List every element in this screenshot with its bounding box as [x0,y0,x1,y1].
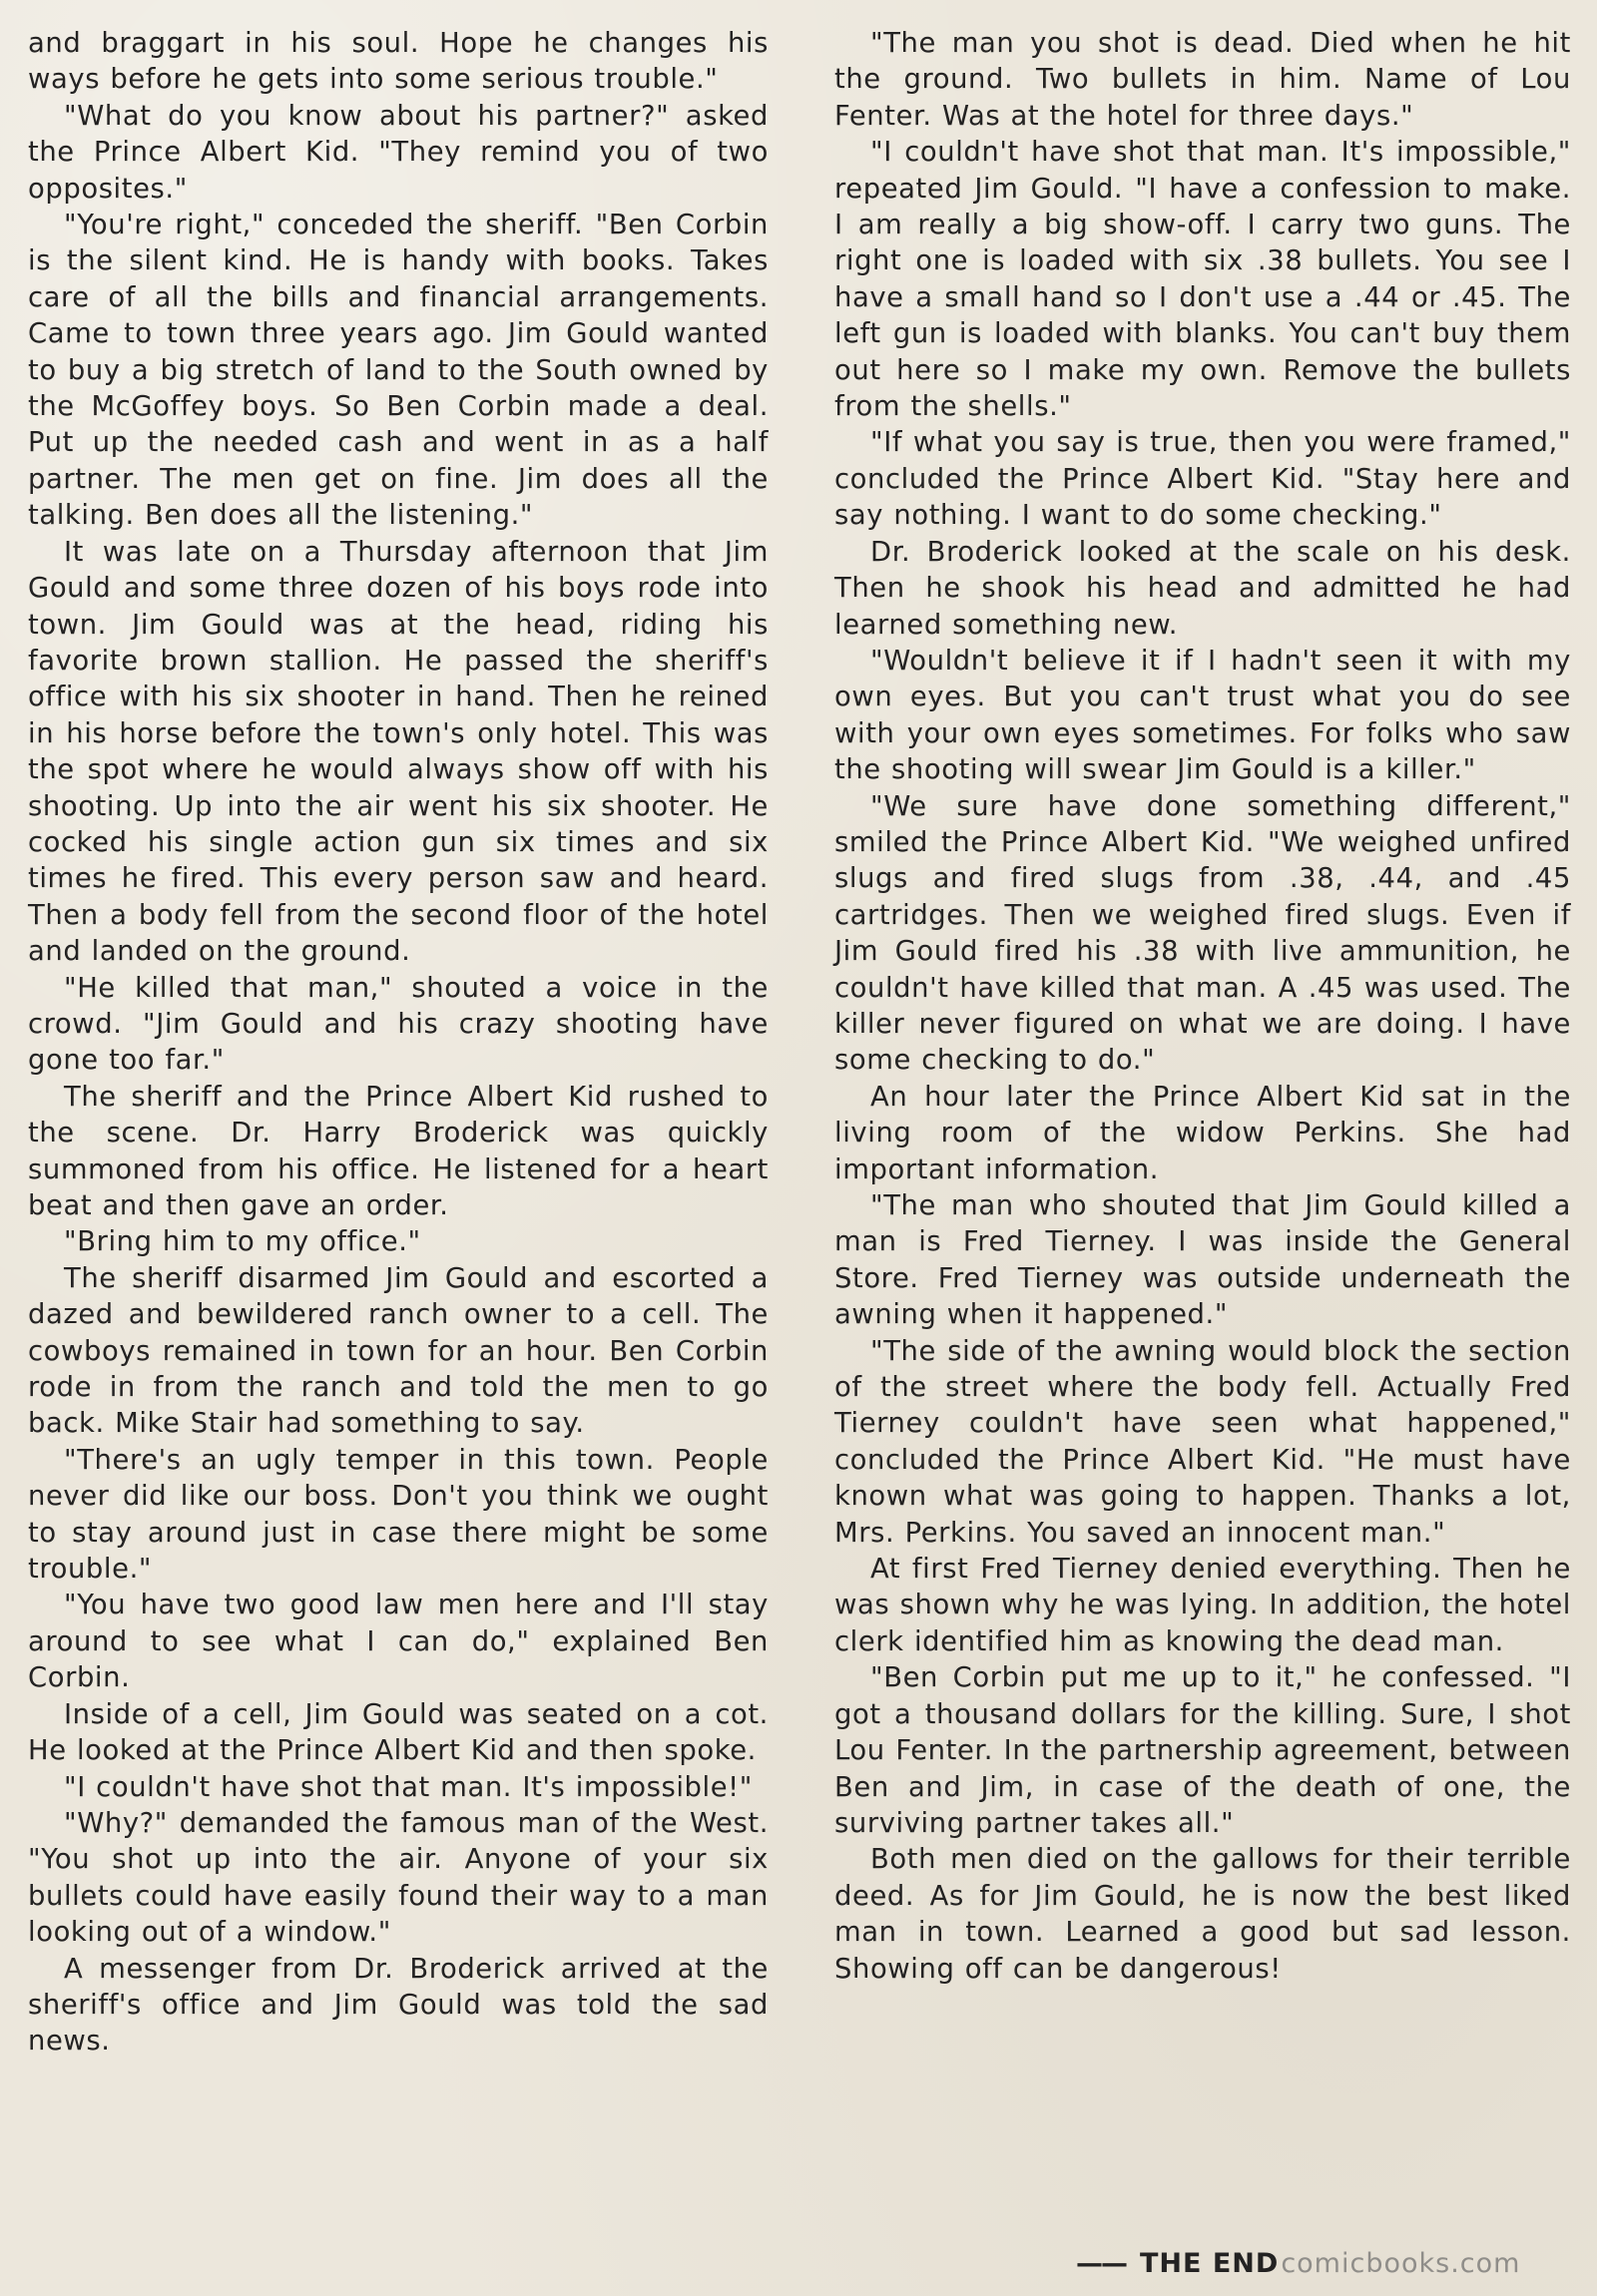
story-paragraph: "Ben Corbin put me up to it," he confessed. "I got a thousand dollars for the killing. Sure, I shot Lou Fenter. In the partnership agreement, between Ben and Jim, in case of the death of one, the surviving partner takes all." [834,1662,1571,1839]
story-paragraph: Both men died on the gallows for their terrible deed. As for Jim Gould, he is now the best liked man in town. Learned a good but sad lesson. Showing off can be dangerous! [834,1844,1571,1985]
story-paragraph: Inside of a cell, Jim Gould was seated on a cot. He looked at the Prince Albert Kid and then spoke. [28,1698,769,1767]
the-end-label: THE END [1140,2248,1280,2279]
story-paragraph: "What do you know about his partner?" asked the Prince Albert Kid. "They remind you of two opposites." [28,100,769,205]
story-paragraph: "You're right," conceded the sheriff. "Ben Corbin is the silent kind. He is handy with books. Takes care of all the bills and financial arrangements. Came to town three years ago. Jim Gould wanted to buy a big stretch of land to the South owned by the McGoffey boys. So Ben Corbin made a deal. Put up the needed cash and went in as a half partner. The men get on fine. Jim does all the talking. Ben does all the listening." [28,210,769,532]
story-end-line [1076,2247,1575,2281]
story-paragraph: "He killed that man," shouted a voice in the crowd. "Jim Gould and his crazy shooting have gone too far." [28,972,769,1077]
story-paragraph: The sheriff disarmed Jim Gould and escorted a dazed and bewildered ranch owner to a cell. The cowboys remained in town for an hour. Ben Corbin rode in from the ranch and told the men to go back. Mike Stair had something to say. [28,1262,769,1440]
story-paragraph: "Why?" demanded the famous man of the West. "You shot up into the air. Anyone of your six bullets could have easily found their way to a man looking out of a window." [28,1807,769,1949]
story-paragraph: "There's an ugly temper in this town. People never did like our boss. Don't you think we ought to stay around just in case there might be some trouble." [28,1444,769,1586]
story-paragraph: It was late on a Thursday afternoon that Jim Gould and some three dozen of his boys rode into town. Jim Gould was at the head, riding his favorite brown stallion. He passed the sheriff's office with his six shooter in hand. Then he reined in his horse before the town's only hotel. This was the spot where he would always show off with his shooting. Up into the air went his six shooter. He cocked his single action gun six times and six times he fired. This every person saw and heard. Then a body fell from the second floor of the hotel and landed on the ground. [28,536,769,968]
site-watermark: comicbooks.com [1281,2248,1521,2279]
story-paragraph: "You have two good law men here and I'll stay around to see what I can do," explained Ben Corbin. [28,1590,769,1694]
story-paragraph: "I couldn't have shot that man. It's impossible," repeated Jim Gould. "I have a confession to make. I am really a big show-off. I carry two guns. The right one is loaded with six .38 bullets. You see I have a small hand so I don't use a .44 or .45. The left gun is loaded with blanks. You can't buy them out here so I make my own. Remove the bullets from the shells." [834,137,1571,423]
story-paragraph: Dr. Broderick looked at the scale on his desk. Then he shook his head and admitted he had learned something new. [834,536,1571,641]
story-paragraph: "I couldn't have shot that man. It's impossible!" [64,1771,753,1803]
story-paragraph: An hour later the Prince Albert Kid sat in the living room of the widow Perkins. She had important information. [834,1081,1571,1185]
story-paragraph: "The man who shouted that Jim Gould killed a man is Fred Tierney. I was inside the General Store. Fred Tierney was outside underneath the awning when it happened." [834,1190,1571,1331]
story-paragraph: At first Fred Tierney denied everything. Then he was shown why he was lying. In addition, the hotel clerk identified him as knowing the dead man. [834,1554,1571,1657]
left-text-column [28,26,769,2061]
end-dash: —— [1076,2248,1126,2279]
story-paragraph: The sheriff and the Prince Albert Kid rushed to the scene. Dr. Harry Broderick was quickly summoned from his office. He listened for a heart beat and then gave an order. [28,1081,769,1221]
right-text-column [834,26,1571,1988]
story-paragraph: "The side of the awning would block the section of the street where the body fell. Actually Fred Tierney couldn't have seen what happened," concluded the Prince Albert Kid. "He must have known what was going to happen. Thanks a lot, Mrs. Perkins. You saved an innocent man." [834,1335,1571,1549]
story-paragraph: "Wouldn't believe it if I hadn't seen it with my own eyes. But you can't trust what you do see with your own eyes sometimes. For folks who saw the shooting will swear Jim Gould is a killer." [834,645,1571,786]
story-paragraph: "The man you shot is dead. Died when he hit the ground. Two bullets in him. Name of Lou Fenter. Was at the hotel for three days." [834,28,1571,132]
story-paragraph: "Bring him to my office." [64,1226,421,1258]
story-paragraph: A messenger from Dr. Broderick arrived at the sheriff's office and Jim Gould was told the sad news. [28,1953,769,2058]
story-paragraph: and braggart in his soul. Hope he changes his ways before he gets into some serious trouble." [28,28,769,96]
story-paragraph: "If what you say is true, then you were framed," concluded the Prince Albert Kid. "Stay here and say nothing. I want to do some checking." [834,427,1571,532]
story-paragraph: "We sure have done something different," smiled the Prince Albert Kid. "We weighed unfired slugs and fired slugs from .38, .44, and .45 cartridges. Then we weighed fired slugs. Even if Jim Gould fired his .38 with live ammunition, he couldn't have killed that man. A .45 was used. The killer never figured on what we are doing. I have some checking to do." [834,790,1571,1077]
